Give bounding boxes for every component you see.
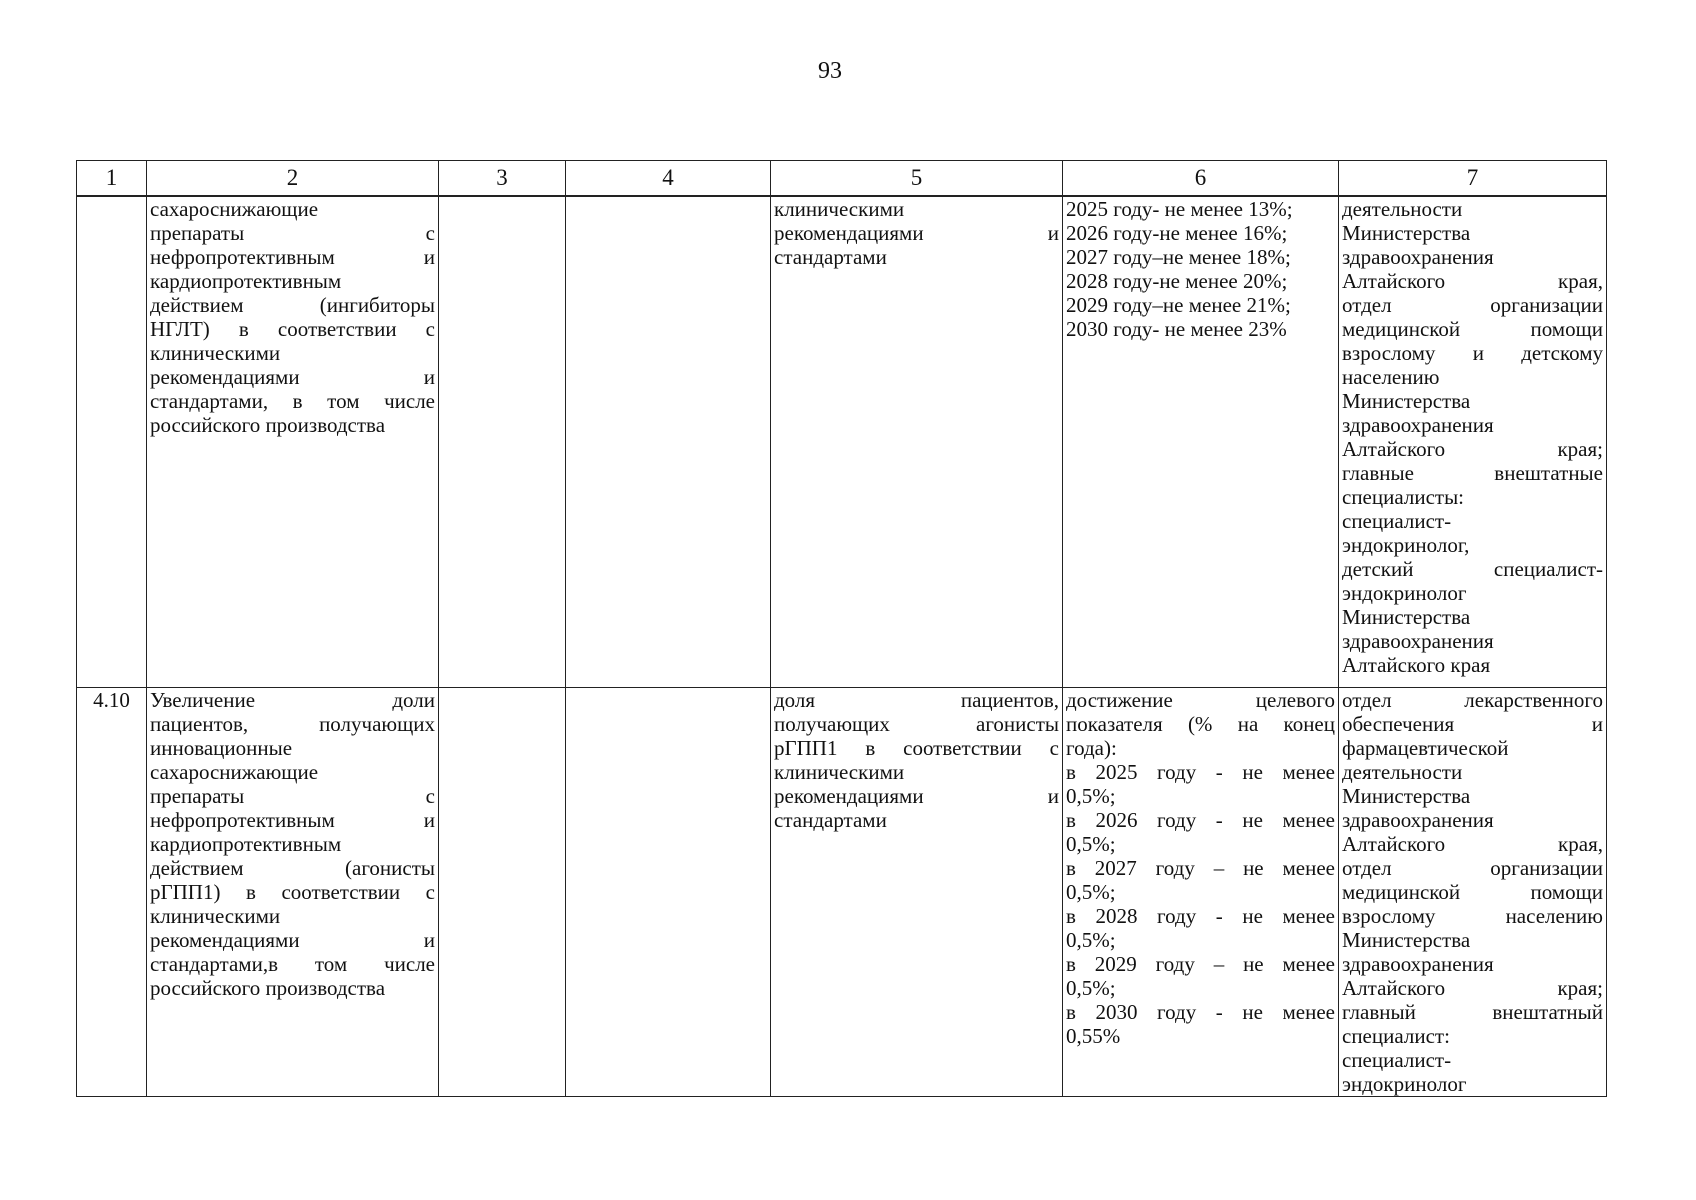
column-header-4: 4 <box>566 161 771 197</box>
cell-line: кардиопротективным <box>150 269 342 293</box>
cell-line: 2026 году-не менее 16%; <box>1066 221 1288 245</box>
cell-line: 0,5%; <box>1066 879 1116 904</box>
column-header-7: 7 <box>1339 161 1607 197</box>
cell-line: детский специалист- <box>1342 557 1603 581</box>
cell-line: в 2029 году – не менее <box>1066 951 1335 976</box>
cell-line: Алтайского края; <box>1342 437 1603 461</box>
indicator-cell <box>771 196 1063 687</box>
cell-line: взрослому населению <box>1342 903 1603 928</box>
cell-line: препараты с <box>150 221 435 245</box>
cell-line: медицинской помощи <box>1342 317 1603 341</box>
cell-line: действием (агонисты <box>150 855 435 880</box>
table-row <box>77 687 1607 1096</box>
cell-line: 0,5%; <box>1066 927 1116 952</box>
cell-line: эндокринолог, <box>1342 533 1470 557</box>
cell-line: Алтайского края, <box>1342 831 1603 856</box>
target-values-cell <box>1063 196 1339 687</box>
cell-line: в 2030 году - не менее <box>1066 999 1335 1024</box>
row-number-cell: 4.10 <box>77 687 147 1096</box>
cell-line: 0,55% <box>1066 1023 1121 1048</box>
cell-line: 0,5%; <box>1066 831 1116 856</box>
cell-line: нефропротективным и <box>150 245 435 269</box>
cell-line: сахароснижающие <box>150 197 319 221</box>
cell-line: обеспечения и <box>1342 711 1603 736</box>
header-row <box>77 161 1607 197</box>
cell-line: 2029 году–не менее 21%; <box>1066 293 1291 317</box>
cell-line: 0,5%; <box>1066 975 1116 1000</box>
responsible-cell <box>1339 687 1607 1096</box>
cell-line: главные внештатные <box>1342 461 1603 485</box>
cell-line: НГЛТ) в соответствии с <box>150 317 435 341</box>
column-header-1: 1 <box>77 161 147 197</box>
cell-line: фармацевтической <box>1342 735 1509 760</box>
cell-line: российского производства <box>150 413 386 437</box>
cell-line: специалист- <box>1342 1047 1452 1072</box>
cell-line: препараты с <box>150 783 435 808</box>
cell-line: рекомендациями и <box>774 221 1059 245</box>
empty-cell-3 <box>439 687 566 1096</box>
cell-line: кардиопротективным <box>150 831 342 856</box>
page-number: 93 <box>818 58 842 84</box>
measure-name-cell <box>147 687 439 1096</box>
cell-line: пациентов, получающих <box>150 711 435 736</box>
cell-line: стандартами <box>774 245 887 269</box>
measures-table <box>76 160 1607 1097</box>
cell-line: главный внештатный <box>1342 999 1603 1024</box>
cell-line: Министерства <box>1342 221 1471 245</box>
column-header-2: 2 <box>147 161 439 197</box>
cell-line: Алтайского края; <box>1342 975 1603 1000</box>
cell-line: Министерства <box>1342 783 1471 808</box>
cell-line: инновационные <box>150 735 293 760</box>
cell-line: здравоохранения <box>1342 951 1494 976</box>
empty-cell-3 <box>439 196 566 687</box>
cell-line: рекомендациями и <box>150 927 435 952</box>
table-row <box>77 196 1607 687</box>
cell-line: здравоохранения <box>1342 629 1494 653</box>
cell-line: рГПП1 в соответствии с <box>774 735 1059 760</box>
cell-line: в 2027 году – не менее <box>1066 855 1335 880</box>
cell-line: отдел лекарственного <box>1342 687 1603 712</box>
cell-line: Увеличение доли <box>150 687 435 712</box>
cell-line: отдел организации <box>1342 855 1603 880</box>
cell-line: деятельности <box>1342 759 1463 784</box>
cell-line: здравоохранения <box>1342 245 1494 269</box>
cell-line: в 2028 году - не менее <box>1066 903 1335 928</box>
cell-line: российского производства <box>150 975 386 1000</box>
cell-line: достижение целевого <box>1066 687 1335 712</box>
cell-line: здравоохранения <box>1342 413 1494 437</box>
cell-line: года): <box>1066 735 1117 760</box>
cell-line: клиническими <box>150 903 281 928</box>
cell-line: Алтайского края <box>1342 653 1491 677</box>
cell-line: рекомендациями и <box>774 783 1059 808</box>
cell-line: 2025 году- не менее 13%; <box>1066 197 1293 221</box>
cell-line: сахароснижающие <box>150 759 319 784</box>
target-values-cell <box>1063 687 1339 1096</box>
cell-line: 2027 году–не менее 18%; <box>1066 245 1291 269</box>
cell-line: рекомендациями и <box>150 365 435 389</box>
cell-line: показателя (% на конец <box>1066 711 1335 736</box>
cell-line: стандартами, в том числе <box>150 389 435 413</box>
cell-line: Алтайского края, <box>1342 269 1603 293</box>
cell-line: в 2026 году - не менее <box>1066 807 1335 832</box>
cell-line: деятельности <box>1342 197 1463 221</box>
cell-line: стандартами,в том числе <box>150 951 435 976</box>
cell-line: здравоохранения <box>1342 807 1494 832</box>
cell-line: эндокринолог <box>1342 581 1467 605</box>
cell-line: клиническими <box>774 759 905 784</box>
cell-line: медицинской помощи <box>1342 879 1603 904</box>
cell-line: стандартами <box>774 807 887 832</box>
cell-line: отдел организации <box>1342 293 1603 317</box>
cell-line: нефропротективным и <box>150 807 435 832</box>
cell-line: специалист: <box>1342 1023 1450 1048</box>
cell-line: клиническими <box>774 197 905 221</box>
cell-line: Министерства <box>1342 927 1471 952</box>
empty-cell-4 <box>566 196 771 687</box>
cell-line: получающих агонисты <box>774 711 1059 736</box>
column-header-6: 6 <box>1063 161 1339 197</box>
responsible-cell <box>1339 196 1607 687</box>
cell-line: в 2025 году - не менее <box>1066 759 1335 784</box>
cell-line: населению <box>1342 365 1440 389</box>
column-header-5: 5 <box>771 161 1063 197</box>
empty-cell-4 <box>566 687 771 1096</box>
cell-line: рГПП1) в соответствии с <box>150 879 435 904</box>
cell-line: специалист- <box>1342 509 1452 533</box>
cell-line: взрослому и детскому <box>1342 341 1603 365</box>
cell-line: эндокринолог <box>1342 1071 1467 1096</box>
cell-line: доля пациентов, <box>774 687 1059 712</box>
row-number-cell <box>77 196 147 687</box>
cell-line: Министерства <box>1342 389 1471 413</box>
cell-line: действием (ингибиторы <box>150 293 435 317</box>
cell-line: 0,5%; <box>1066 783 1116 808</box>
cell-line: специалисты: <box>1342 485 1465 509</box>
cell-line: 2030 году- не менее 23% <box>1066 317 1287 341</box>
cell-line: клиническими <box>150 341 281 365</box>
indicator-cell <box>771 687 1063 1096</box>
measure-name-cell <box>147 196 439 687</box>
cell-line: Министерства <box>1342 605 1471 629</box>
column-header-3: 3 <box>439 161 566 197</box>
cell-line: 2028 году-не менее 20%; <box>1066 269 1288 293</box>
